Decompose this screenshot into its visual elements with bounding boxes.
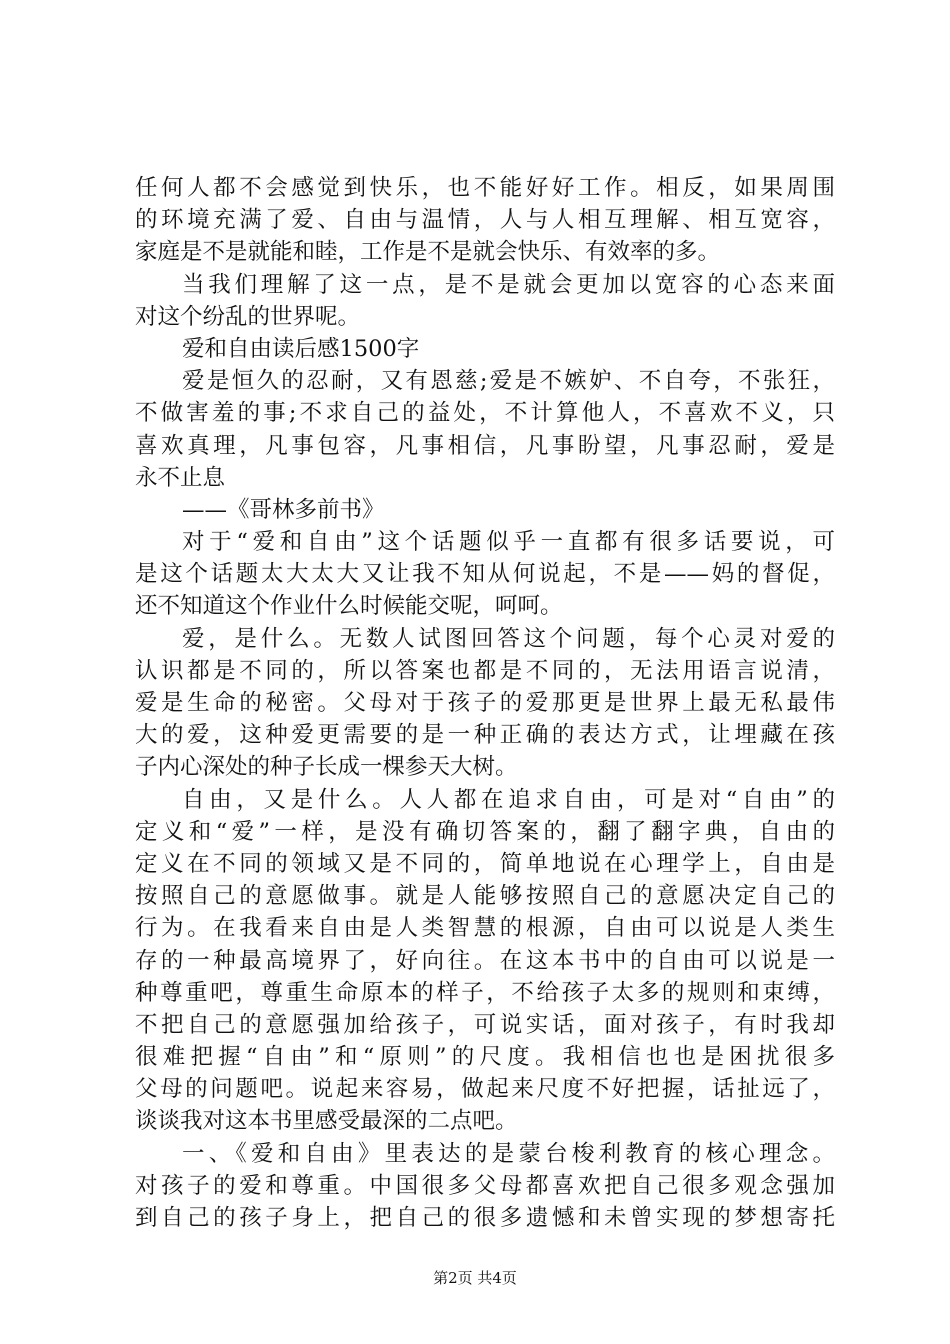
text-line: 当我们理解了这一点，是不是就会更加以宽容的心态来面 (182, 271, 835, 298)
text-line: 爱是恒久的忍耐，又有恩慈;爱是不嫉妒、不自夸，不张狂， (182, 368, 835, 395)
text-line: 谈谈我对这本书里感受最深的二点吧。 (135, 1108, 518, 1135)
text-line: 对孩子的爱和尊重。中国很多父母都喜欢把自己很多观念强加 (135, 1172, 835, 1199)
text-line: 不做害羞的事;不求自己的益处，不计算他人，不喜欢不义，只 (135, 400, 835, 427)
text-line: 爱是生命的秘密。父母对于孩子的爱那更是世界上最无私最伟 (135, 690, 835, 716)
text-line: 一、《爱和自由》里表达的是蒙台梭利教育的核心理念。 (182, 1140, 835, 1167)
text-line: 是这个话题太大太大又让我不知从何说起，不是——妈的督促， (135, 561, 835, 588)
text-line: 喜欢真理，凡事包容，凡事相信，凡事盼望，凡事忍耐，爱是 (135, 432, 835, 459)
text-line: 子内心深处的种子长成一棵参天大树。 (135, 754, 518, 781)
text-line: 按照自己的意愿做事。就是人能够按照自己的意愿决定自己的 (135, 883, 835, 910)
text-line: 认识都是不同的，所以答案也都是不同的，无法用语言说清， (135, 657, 835, 684)
text-line: 爱和自由读后感1500字 (182, 335, 420, 362)
text-line: 还不知道这个作业什么时候能交呢，呵呵。 (135, 593, 563, 620)
text-line: 很难把握“自由”和“原则”的尺度。我相信也也是困扰很多 (135, 1044, 835, 1071)
text-line: 对这个纷乱的世界呢。 (135, 303, 361, 330)
text-line: ——《哥林多前书》 (182, 496, 385, 523)
text-line: 不把自己的意愿强加给孩子，可说实话，面对孩子，有时我却 (135, 1011, 835, 1038)
text-line: 定义在不同的领域又是不同的，简单地说在心理学上，自由是 (135, 850, 835, 877)
text-line: 对于“爱和自由”这个话题似乎一直都有很多话要说，可 (182, 529, 835, 556)
text-line: 大的爱，这种爱更需要的是一种正确的表达方式，让埋藏在孩 (135, 722, 835, 749)
text-line: 定义和“爱”一样，是没有确切答案的，翻了翻字典，自由的 (135, 818, 835, 845)
text-line: 家庭是不是就能和睦，工作是不是就会快乐、有效率的多。 (135, 239, 721, 266)
text-line: 自由，又是什么。人人都在追求自由，可是对“自由”的 (182, 786, 835, 813)
text-line: 存的一种最高境界了，好向往。在这本书中的自由可以说是一 (135, 947, 835, 974)
text-line: 种尊重吧，尊重生命原本的样子，不给孩子太多的规则和束缚， (135, 979, 835, 1006)
text-line: 父母的问题吧。说起来容易，做起来尺度不好把握，话扯远了， (135, 1076, 835, 1103)
text-line: 爱，是什么。无数人试图回答这个问题，每个心灵对爱的 (182, 625, 835, 652)
document-body (135, 172, 835, 1234)
page-number-footer: 第2页 共4页 (433, 1269, 517, 1287)
text-line: 到自己的孩子身上，把自己的很多遗憾和未曾实现的梦想寄托 (135, 1205, 835, 1231)
text-line: 永不止息 (135, 464, 226, 491)
text-line: 的环境充满了爱、自由与温情，人与人相互理解、相互宽容， (135, 207, 835, 234)
text-line: 行为。在我看来自由是人类智慧的根源，自由可以说是人类生 (135, 915, 835, 942)
text-line: 任何人都不会感觉到快乐，也不能好好工作。相反，如果周围 (135, 175, 835, 201)
